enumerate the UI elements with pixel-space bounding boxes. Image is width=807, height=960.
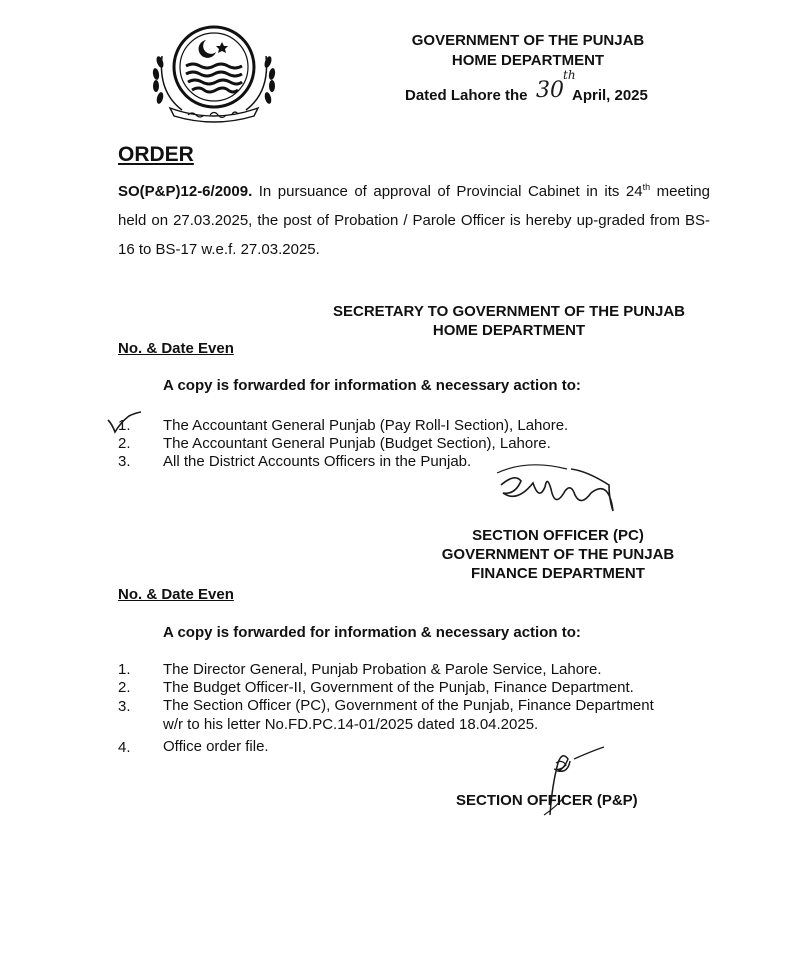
order-text-part1: In pursuance of approval of Provincial Cabinet in its 24 [252,183,643,200]
order-title: ORDER [118,143,194,166]
header-government: GOVERNMENT OF THE PUNJAB [411,32,645,49]
no-date-even-1: No. & Date Even [118,340,234,357]
header-department: HOME DEPARTMENT [451,52,605,69]
punjab-emblem-logo [148,22,278,122]
section-officer-pp: SECTION OFFICER (P&P) [456,792,638,809]
secretary-title: SECRETARY TO GOVERNMENT OF THE PUNJAB [333,303,685,320]
list2-item-1: The Director General, Punjab Probation & Parole Service, Lahore. [163,661,602,678]
list2-item-3: The Section Officer (PC), Government of the Punjab, Finance Department [163,697,654,714]
handwritten-day-suffix: th [563,68,576,82]
list2-item-4: Office order file. [163,738,269,755]
list1-item-3: All the District Accounts Officers in the Punjab. [163,453,472,470]
finance-officer-title: SECTION OFFICER (PC) [472,527,644,544]
list2-num-4: 4. [118,739,131,756]
list1-item-2: The Accountant General Punjab (Budget Section), Lahore. [163,435,551,452]
finance-government: GOVERNMENT OF THE PUNJAB [441,546,675,563]
list1-item-1: The Accountant General Punjab (Pay Roll-I Section), Lahore. [163,417,569,434]
secretary-department: HOME DEPARTMENT [432,322,586,339]
forward-line-1: A copy is forwarded for information & necessary action to: [163,377,581,394]
handwritten-day: 30 [536,78,564,103]
signature-section-officer [528,745,618,825]
list1-num-1: 1. [118,417,131,434]
finance-department: FINANCE DEPARTMENT [471,565,645,582]
no-date-even-2: No. & Date Even [118,586,234,603]
handwritten-tick-mark [104,410,144,432]
list2-num-2: 2. [118,679,131,696]
list2-item-2: The Budget Officer-II, Government of the Punjab, Finance Department. [163,679,634,696]
list2-item-3-continued: w/r to his letter No.FD.PC.14-01/2025 dated 18.04.2025. [163,716,539,733]
list2-num-1: 1. [118,661,131,678]
list1-num-3: 3. [118,453,131,470]
list2-num-3: 3. [118,698,131,715]
forward-line-2: A copy is forwarded for information & necessary action to: [163,624,581,641]
dated-month-year: April, 2025 [572,87,648,104]
dated-prefix: Dated Lahore the [405,87,528,104]
order-text-part2: meeting held on 27.03.2025, the post of Probation / Parole Officer is hereby up-graded from BS-16 to BS-17 w.e.f. 27.03.2025. [118,183,710,258]
list1-num-2: 2. [118,435,131,452]
order-text-superscript: th [642,182,651,192]
signature-finance [495,455,645,515]
order-reference: SO(P&P)12-6/2009. [118,183,253,200]
order-paragraph [118,177,710,264]
